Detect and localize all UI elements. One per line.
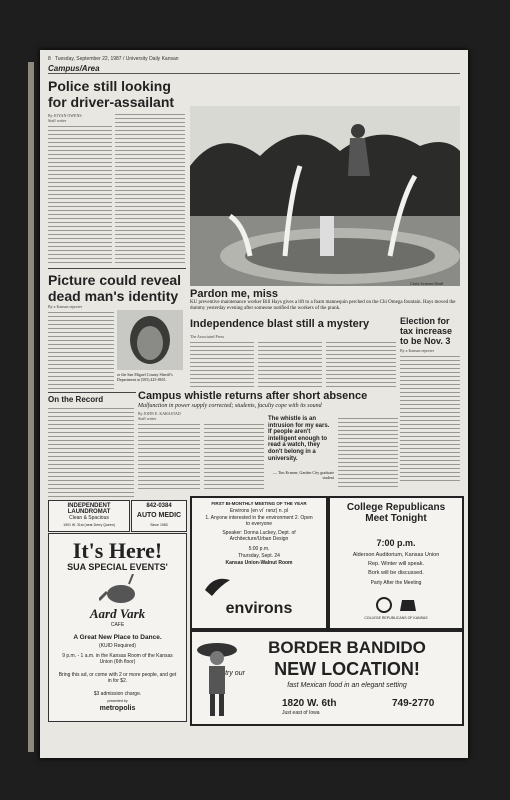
rep-time: 7:00 p.m. <box>376 538 416 548</box>
blast-body-col3 <box>326 340 396 388</box>
page-edge <box>28 62 34 752</box>
whistle-subhead: Malfunction in power supply corrected; students, faculty cope with its sound <box>138 403 322 409</box>
sua-station: (KUID Required) <box>99 643 136 649</box>
divider <box>48 392 136 393</box>
republicans-ad <box>328 496 464 630</box>
whistle-pullquote: The whistle is an intrusion for my ears. If people aren't intelligent enough to read a watch, they don't belong in a university. <box>268 416 330 462</box>
election-byline: By a Kansan reporter <box>400 348 435 353</box>
whistle-byline: By JOHN E. KARASTAD <box>138 411 181 416</box>
whistle-body-col1 <box>138 422 200 490</box>
bandido-new: NEW LOCATION! <box>274 659 420 679</box>
sua-deal: Bring this ad, or come with 2 or more people, and get in for $2. <box>58 672 177 684</box>
page-header <box>48 56 460 62</box>
environs-org-line: Environs (en vi´ rənz) n. pl <box>229 508 289 514</box>
on-record-title: On the Record <box>48 395 104 404</box>
rep-speaker: Rep. Winter will speak. <box>368 561 424 567</box>
environs-date: Thursday, Sept. 24 <box>238 553 280 559</box>
on-record-body <box>48 406 134 498</box>
portrait-caption: or the San Miguel County Sheriff's Department at (505) 425-8651. <box>117 372 173 382</box>
blast-headline: Independence blast still a mystery <box>190 318 370 330</box>
auto-phone: 842-0384 <box>146 503 172 509</box>
rep-title: College Republicans Meet Tonight <box>346 502 446 524</box>
auto-name: AUTO MEDIC <box>136 512 182 519</box>
photo-caption-head: Pardon me, miss <box>190 288 279 300</box>
sua-hours: 9 p.m. - 1 a.m. in the Kansas Room of the Kansas Union (6th floor) <box>62 653 173 665</box>
photo-caption: KU preventive maintenance worker Bill Hays gives a lift to a foam mannequin perched on the Chi Omega fountain. Hays moved the dummy yesterday evening after someone notified the workers of the prank. <box>190 300 456 311</box>
bird-icon <box>202 570 232 600</box>
bandido-try: try our <box>225 670 245 677</box>
blast-body-col2 <box>258 340 322 388</box>
police-headline: Police still looking for driver-assailant <box>48 78 175 110</box>
rep-party: Party After the Meeting <box>370 580 422 586</box>
divider <box>48 268 186 269</box>
environs-speaker: Speaker: Donna Luckey, Dept. of Architecture/Urban Design <box>222 530 296 542</box>
sua-logo-sub: CAFE <box>110 622 125 628</box>
aardvark-icon <box>99 574 139 606</box>
environs-place: Kansas Union-Walnut Room <box>225 560 293 566</box>
bandido-address: 1820 W. 6th <box>282 698 337 709</box>
fountain-photo-art <box>190 106 460 286</box>
border-bandido-ad <box>190 630 464 726</box>
sua-title: A Great New Place to Dance. <box>73 634 162 641</box>
environs-time: 5:00 p.m. <box>248 546 270 552</box>
rep-bork: Bork will be discussed. <box>368 570 424 576</box>
sua-sponsor: metropolis <box>99 705 136 712</box>
fountain-photo <box>190 106 460 286</box>
blast-body-col1 <box>190 340 254 388</box>
election-headline: Election for tax increase to be Nov. 3 <box>400 316 453 346</box>
whistle-pullquote-attr: — Tim Kramer, Garden City graduate student <box>273 470 334 480</box>
environs-head: FIRST BI-MONTHLY MEETING OF THE YEAR <box>211 501 307 506</box>
picture-headline: Picture could reveal dead man's identity <box>48 272 182 304</box>
page-number: 8 <box>48 56 51 62</box>
bandido-name: BORDER BANDIDO <box>268 638 426 657</box>
rep-place: Alderson Auditorium, Kansas Union <box>352 552 440 558</box>
bandido-address-sub: Just east of Iowa <box>282 710 320 716</box>
section-label: Campus/Area <box>48 64 460 74</box>
portrait-art <box>117 310 183 370</box>
police-body-col1 <box>48 124 112 266</box>
laundromat-tagline: Clean & Spacious <box>69 515 109 521</box>
laundromat-ad <box>48 500 130 532</box>
portrait-photo <box>117 310 183 370</box>
picture-byline: By a Kansan reporter <box>48 304 83 309</box>
republican-logo-icon <box>374 596 420 614</box>
environs-def: 1. Anyone interested in the environment 2. Open to everyone <box>205 515 313 527</box>
photo-credit: Chris Kramer/Staff <box>410 281 443 286</box>
environs-logo: environs <box>225 600 293 617</box>
sua-sponsor-note: presented by <box>107 699 128 703</box>
sua-ad <box>48 533 187 722</box>
blast-byline: The Associated Press <box>190 334 224 339</box>
laundromat-name: INDEPENDENT LAUNDROMAT <box>67 503 111 515</box>
sua-admission: $3 admission charge. <box>93 691 142 697</box>
laundromat-address: 1901 W. 31st (near Derry Queen) <box>63 523 115 527</box>
whistle-staff: Staff writer <box>138 416 157 421</box>
sua-logo: Aard Vark <box>89 606 146 621</box>
police-staff: Staff writer <box>48 118 67 123</box>
whistle-body-col2 <box>204 422 264 490</box>
whistle-headline: Campus whistle returns after short absence <box>138 390 368 402</box>
picture-body <box>48 310 114 390</box>
auto-since: Since 1983 <box>150 523 168 527</box>
bandido-tag: fast Mexican food in an elegant setting <box>287 682 407 689</box>
whistle-body-col3 <box>338 416 398 490</box>
rep-org: COLLEGE REPUBLICANS OF KANSAS <box>364 616 428 620</box>
auto-medic-ad <box>131 500 187 532</box>
police-byline: By JOYAN OWENS <box>48 113 82 118</box>
sua-sub: SUA SPECIAL EVENTS' <box>67 562 168 572</box>
sua-banner: It's Here! <box>72 538 163 563</box>
date-line: Tuesday, September 22, 1987 / University Daily Kansan <box>54 56 179 62</box>
election-body <box>400 354 460 484</box>
environs-ad <box>190 496 328 630</box>
police-body-col2 <box>115 112 185 266</box>
bandido-phone: 749-2770 <box>392 698 435 709</box>
